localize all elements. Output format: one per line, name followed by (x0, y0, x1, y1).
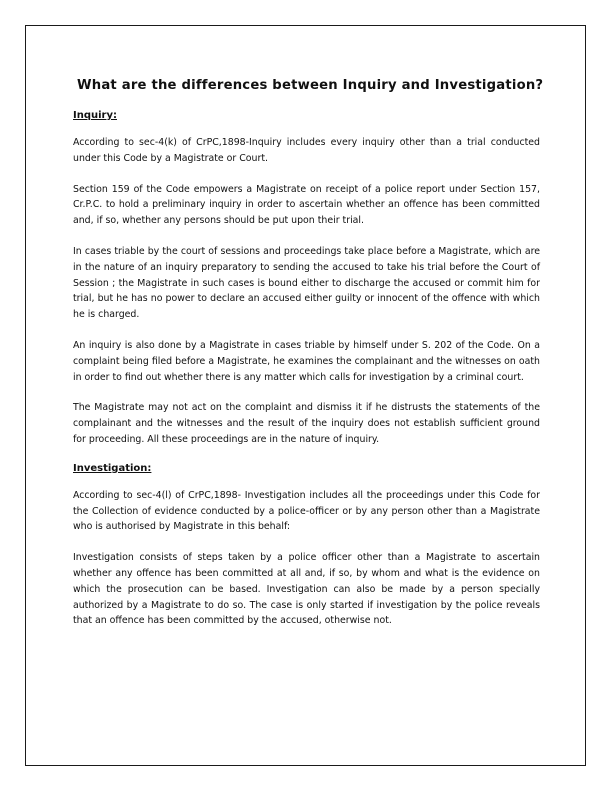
inquiry-paragraph-section-202: An inquiry is also done by a Magistrate in cases triable by himself under S. 202 of the Code. On a complaint being filed before a Magistrate, he examines the complainant and the witnesses on oath in order to find out whether there is any matter which calls for investigation by a criminal court. (73, 339, 540, 383)
inquiry-paragraph-dismissal: The Magistrate may not act on the complaint and dismiss it if he distrusts the statements of the complainant and the witnesses and the result of the inquiry does not establish sufficient ground for proceeding. All these proceedings are in the nature of inquiry. (73, 402, 540, 445)
inquiry-paragraph-definition: According to sec-4(k) of CrPC,1898-Inquiry includes every inquiry other than a trial conducted under this Code by a Magistrate or Court. (73, 137, 540, 164)
section-heading-inquiry: Inquiry: (73, 110, 117, 121)
investigation-paragraph-definition: According to sec-4(l) of CrPC,1898- Investigation includes all the proceedings under this Code for the Collection of evidence conducted by a police-officer or by any person other than a Magistrate who is authorised by Magistrate in this behalf: (73, 489, 540, 533)
document-body (73, 77, 544, 629)
investigation-paragraph-steps: Investigation consists of steps taken by a police officer other than a Magistrate to ascertain whether any offence has been committed at all and, if so, by whom and what is the evidence on which the prosecution can be based. Investigation can also be made by a person specially authorized by a Magistrate to do so. The case is only started if investigation by the police reveals that an offence has been committed by the accused, otherwise not. (73, 552, 540, 627)
inquiry-paragraph-sessions: In cases triable by the court of sessions and proceedings take place before a Magistrate, which are in the nature of an inquiry preparatory to sending the accused to take his trial before the Court of Session ; the Magistrate in such cases is bound either to discharge the accused or commit him for trial, but he has no power to declare an accused either guilty or innocent of the offence with which he is charged. (73, 245, 540, 321)
inquiry-paragraph-section-159: Section 159 of the Code empowers a Magistrate on receipt of a police report under Section 157, Cr.P.C. to hold a preliminary inquiry in order to ascertain whether an offence has been committed and, if so, whether any persons should be put upon their trial. (73, 183, 540, 227)
page-title: What are the differences between Inquiry and Investigation? (77, 78, 544, 93)
section-heading-investigation: Investigation: (73, 462, 152, 474)
